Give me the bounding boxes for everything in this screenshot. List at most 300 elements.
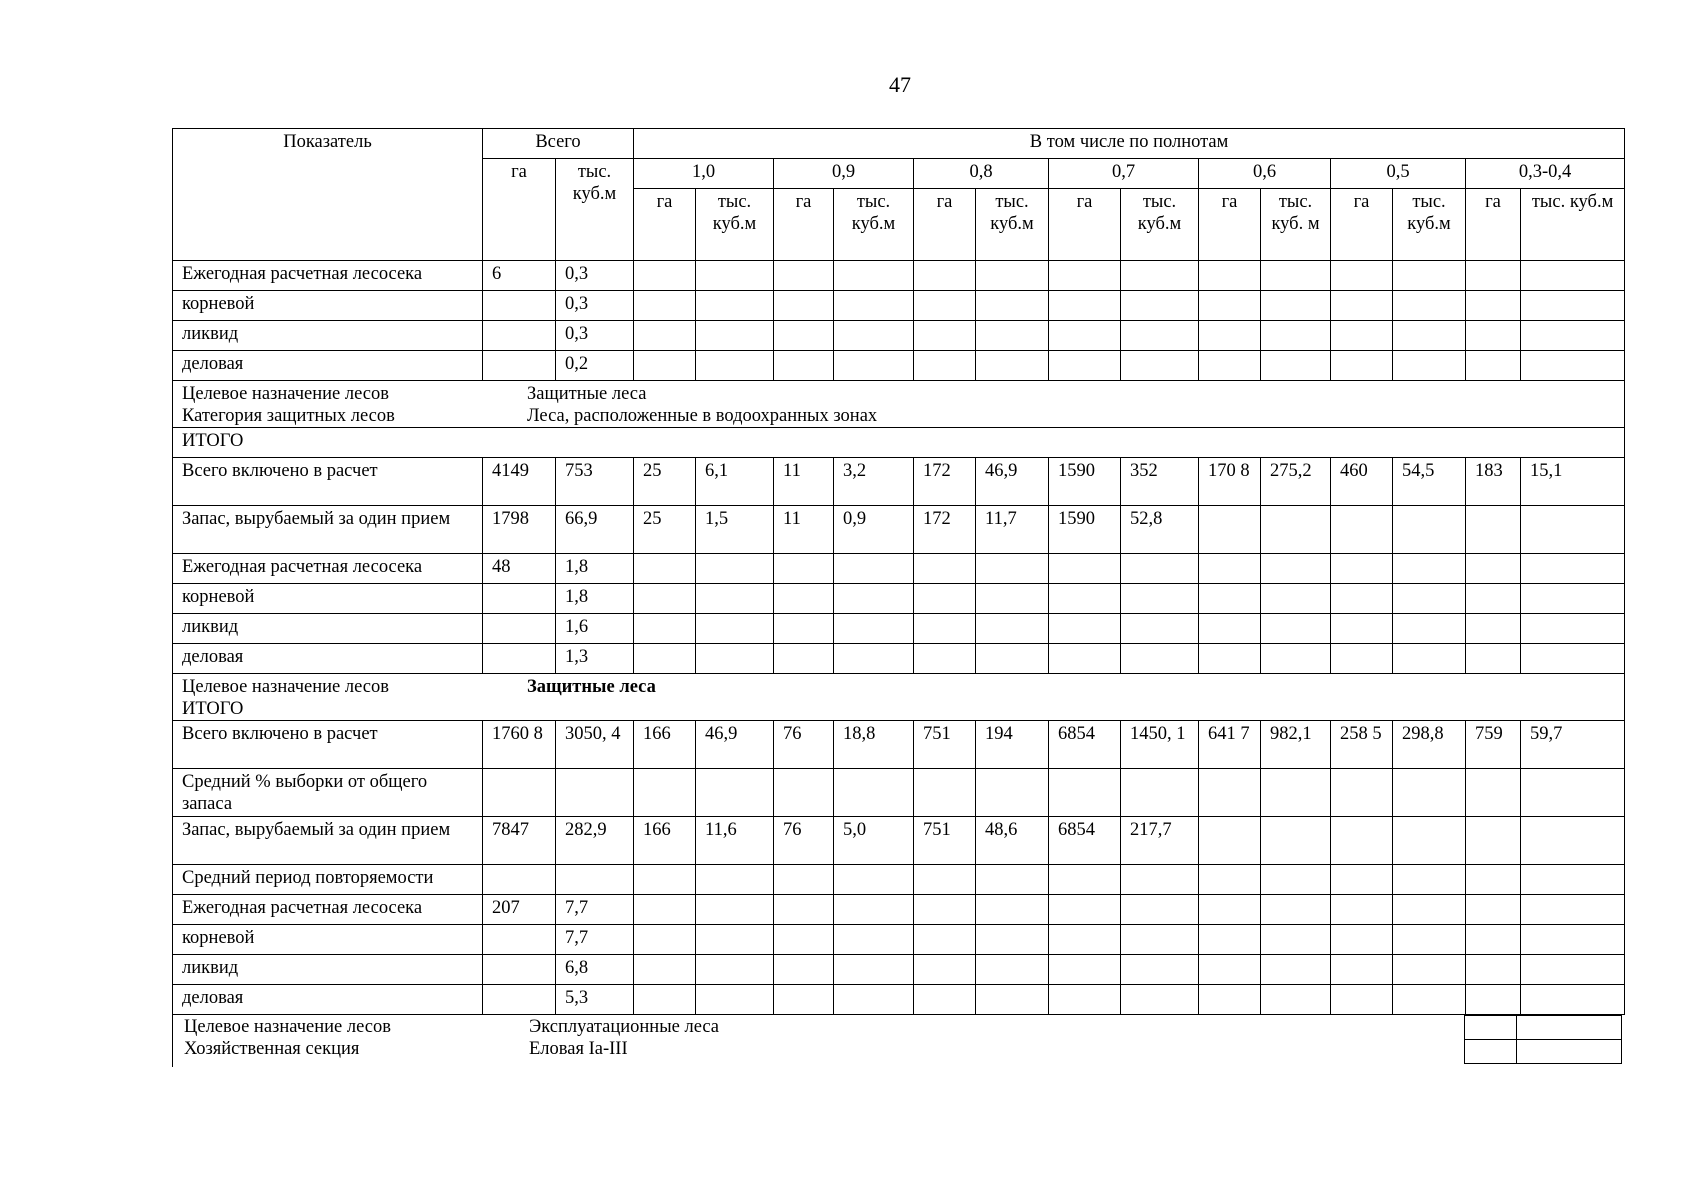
table-cell [914,644,976,674]
table-cell [1261,506,1331,554]
table-cell: 0,3 [556,261,634,291]
table-cell [1331,291,1393,321]
header-indicator: Показатель [173,129,483,261]
section1-header [173,381,1625,428]
table-cell [1521,644,1625,674]
section3-block [184,1016,719,1060]
table-cell [1331,985,1393,1015]
table-cell [696,955,774,985]
header-density-4: 0,6 [1199,159,1331,189]
table-cell [774,584,834,614]
table-cell [696,321,774,351]
table-cell [1121,925,1199,955]
table-cell [1199,261,1261,291]
table-cell [1121,351,1199,381]
table-cell [1393,351,1466,381]
table-cell [696,291,774,321]
table-cell: 11 [774,506,834,554]
row-label: деловая [173,985,483,1015]
row-label: Ежегодная расчетная лесосека [173,895,483,925]
table-cell [774,925,834,955]
table-cell [774,291,834,321]
table-cell [1199,925,1261,955]
table-cell: 298,8 [1393,721,1466,769]
row-label: Ежегодная расчетная лесосека [173,554,483,584]
table-cell [1393,985,1466,1015]
row-label: корневой [173,584,483,614]
table-row [173,955,1625,985]
table-cell [1393,291,1466,321]
table-cell [1331,614,1393,644]
table-cell [914,865,976,895]
table-cell [976,321,1049,351]
table-cell [556,865,634,895]
table-cell [1121,614,1199,644]
table-cell [1049,895,1121,925]
table-cell [1521,895,1625,925]
section-value: Леса, расположенные в водоохранных зонах [527,406,878,426]
section1-total [173,428,1625,458]
table-cell [1331,554,1393,584]
section1-header-cell [173,381,1625,428]
table-cell [1121,261,1199,291]
table-cell [1121,644,1199,674]
table-cell [914,985,976,1015]
table-cell [696,351,774,381]
table-row [173,925,1625,955]
table-cell [834,895,914,925]
table-cell [1049,584,1121,614]
table-cell [1121,584,1199,614]
table-cell: 1,5 [696,506,774,554]
table-cell [634,955,696,985]
table-cell: 172 [914,458,976,506]
table-cell [1466,644,1521,674]
table-cell: 275,2 [1261,458,1331,506]
table-cell: 15,1 [1521,458,1625,506]
table-cell [774,865,834,895]
table-cell [1261,261,1331,291]
table-cell: 6854 [1049,817,1121,865]
empty-cell [1517,1016,1622,1040]
table-row [173,351,1625,381]
table-cell [1049,614,1121,644]
table-cell [1466,291,1521,321]
table-cell [1393,955,1466,985]
table-cell [1199,351,1261,381]
header-density-ha: га [914,189,976,261]
header-by-density: В том числе по полнотам [634,129,1625,159]
table-cell: 172 [914,506,976,554]
table-cell [1121,554,1199,584]
table-row [173,321,1625,351]
table-cell [634,321,696,351]
table-cell [834,351,914,381]
header-total-ha: га [483,159,556,261]
table-cell [1331,321,1393,351]
table-cell: 1590 [1049,458,1121,506]
table-cell [834,321,914,351]
table-cell: 4149 [483,458,556,506]
row-label: Запас, вырубаемый за один прием [173,817,483,865]
table-row [173,506,1625,554]
table-cell [1199,985,1261,1015]
section-label: ИТОГО [182,699,244,719]
table-cell: 7847 [483,817,556,865]
row-label: Всего включено в расчет [173,721,483,769]
table-cell [1466,895,1521,925]
table-cell [1393,865,1466,895]
table-cell: 3050, 4 [556,721,634,769]
table-cell [1049,644,1121,674]
table-cell [1261,644,1331,674]
table-cell [634,865,696,895]
table-cell: 166 [634,721,696,769]
table-cell: 76 [774,721,834,769]
table-cell: 1,6 [556,614,634,644]
header-density-vol: тыс. куб.м [834,189,914,261]
table-cell [976,985,1049,1015]
table-cell [1199,554,1261,584]
table-cell [1521,925,1625,955]
table-cell [834,554,914,584]
table-cell: 5,3 [556,985,634,1015]
table-cell: 0,2 [556,351,634,381]
table-cell: 6854 [1049,721,1121,769]
table-cell: 0,3 [556,321,634,351]
table-cell [1199,614,1261,644]
header-density-vol: тыс. куб.м [696,189,774,261]
table-cell [774,895,834,925]
table-row [173,614,1625,644]
row-label: Средний % выборки от общего запаса [173,769,483,817]
header-density-ha: га [1331,189,1393,261]
table-cell: 46,9 [696,721,774,769]
table-cell [483,321,556,351]
table-cell [1199,506,1261,554]
header-density-ha: га [1199,189,1261,261]
table-cell [1261,925,1331,955]
table-cell [976,955,1049,985]
table-cell [1049,955,1121,985]
table-cell [1199,291,1261,321]
table-cell [483,955,556,985]
table-cell [1261,321,1331,351]
table-cell [1331,955,1393,985]
table-cell [1199,865,1261,895]
header-density-ha: га [1466,189,1521,261]
table-cell: 76 [774,817,834,865]
table-cell [834,769,914,817]
table-cell: 282,9 [556,817,634,865]
table-cell [1521,321,1625,351]
table-cell: 217,7 [1121,817,1199,865]
table-cell [914,955,976,985]
row-label: Ежегодная расчетная лесосека [173,261,483,291]
table-cell [696,895,774,925]
table-cell [1521,817,1625,865]
header-density-ha: га [774,189,834,261]
table-cell [1261,351,1331,381]
table-cell [774,614,834,644]
table-cell [774,769,834,817]
table-cell [696,644,774,674]
header-density-6: 0,3-0,4 [1466,159,1625,189]
row-label: деловая [173,351,483,381]
table-cell [1331,506,1393,554]
table-cell: 1,8 [556,554,634,584]
table-left-border-tail [172,1015,173,1067]
table-cell [1331,769,1393,817]
table-cell [1521,584,1625,614]
row-label: Запас, вырубаемый за один прием [173,506,483,554]
table-cell: 11,6 [696,817,774,865]
table-cell [1049,985,1121,1015]
table-cell: 59,7 [1521,721,1625,769]
table-cell [483,614,556,644]
table-cell [1393,614,1466,644]
table-cell [774,644,834,674]
row-label: корневой [173,925,483,955]
header-density-3: 0,7 [1049,159,1199,189]
table-row [173,644,1625,674]
table-cell [976,261,1049,291]
table-cell: 641 7 [1199,721,1261,769]
table-cell [1199,817,1261,865]
table-cell [914,584,976,614]
table-cell [483,644,556,674]
table-cell [834,644,914,674]
table-cell [774,985,834,1015]
table-cell: 48 [483,554,556,584]
header-density-0: 1,0 [634,159,774,189]
table-cell: 1760 8 [483,721,556,769]
table-cell [696,985,774,1015]
table-cell [1121,955,1199,985]
table-cell [1393,506,1466,554]
table-cell: 3,2 [834,458,914,506]
table-cell: 1450, 1 [1121,721,1199,769]
table-cell [976,895,1049,925]
table-cell [914,614,976,644]
table-cell [976,584,1049,614]
table-cell [1466,506,1521,554]
table-cell: 48,6 [976,817,1049,865]
table-cell [1331,865,1393,895]
table-cell [1331,644,1393,674]
table-cell [1199,769,1261,817]
table-cell [1121,895,1199,925]
table-cell [1521,614,1625,644]
table-cell [1049,769,1121,817]
table-cell [976,644,1049,674]
header-density-vol: тыс. куб.м [1121,189,1199,261]
table-cell [1121,769,1199,817]
table-cell [1121,321,1199,351]
table-cell [1393,584,1466,614]
table-cell: 258 5 [1331,721,1393,769]
table-cell [1331,925,1393,955]
table-row [173,985,1625,1015]
table-cell: 759 [1466,721,1521,769]
table-cell [1393,644,1466,674]
section3-purpose-label: Целевое назначение лесов [184,1017,391,1037]
table-cell: 46,9 [976,458,1049,506]
header-density-vol: тыс. куб.м [1393,189,1466,261]
header-density-1: 0,9 [774,159,914,189]
table-cell: 18,8 [834,721,914,769]
table-row [173,721,1625,769]
table-cell [1049,321,1121,351]
table-cell [1466,955,1521,985]
table-cell [634,614,696,644]
table-cell: 7,7 [556,895,634,925]
table-cell [834,291,914,321]
table-cell [1049,925,1121,955]
table-cell: 11,7 [976,506,1049,554]
table-cell [1049,261,1121,291]
table-cell [834,261,914,291]
table-cell [1261,291,1331,321]
table-cell [1521,351,1625,381]
section-label: Целевое назначение лесов [182,677,389,697]
table-cell [914,925,976,955]
table-cell: 170 8 [1199,458,1261,506]
section3-purpose-value: Эксплуатационные леса [529,1017,720,1037]
table-cell [696,261,774,291]
table-cell [634,985,696,1015]
table-cell: 6 [483,261,556,291]
table-cell [696,769,774,817]
table-cell [483,291,556,321]
table-cell [976,925,1049,955]
table-cell [914,321,976,351]
table-cell [1331,261,1393,291]
table-cell [696,614,774,644]
table-cell [1466,321,1521,351]
table-cell [834,955,914,985]
table-cell [1049,554,1121,584]
table-cell [976,614,1049,644]
row-label: Средний период повторяемости [173,865,483,895]
table-cell [1466,554,1521,584]
header-density-vol: тыс. куб.м [976,189,1049,261]
table-cell [1261,554,1331,584]
table-cell [914,554,976,584]
table-cell: 6,8 [556,955,634,985]
table-cell: 54,5 [1393,458,1466,506]
table-cell [1466,769,1521,817]
table-cell: 352 [1121,458,1199,506]
table-cell [1393,895,1466,925]
table-cell [1261,985,1331,1015]
section2-header-cell [173,674,1625,721]
table-cell [1331,351,1393,381]
table-cell [834,614,914,644]
table-cell [1466,925,1521,955]
section3-empty-cells [1464,1015,1622,1064]
table-cell: 183 [1466,458,1521,506]
table-cell: 66,9 [556,506,634,554]
table-cell [1261,865,1331,895]
table-cell [1521,554,1625,584]
table-cell [1466,351,1521,381]
table-cell: 751 [914,817,976,865]
table-cell [1261,955,1331,985]
table-row [173,261,1625,291]
table-cell: 25 [634,458,696,506]
table-cell [976,351,1049,381]
header-density-vol: тыс. куб. м [1261,189,1331,261]
table-cell [1393,925,1466,955]
row-label: ликвид [173,614,483,644]
table-cell [1466,261,1521,291]
row-label: деловая [173,644,483,674]
table-cell [1466,584,1521,614]
table-cell [634,584,696,614]
table-cell [634,554,696,584]
table-cell [634,261,696,291]
table-cell [634,925,696,955]
table-row [173,817,1625,865]
table-cell [1521,261,1625,291]
table-cell [483,769,556,817]
table-cell [1521,506,1625,554]
table-cell [774,554,834,584]
header-total-vol: тыс. куб.м [556,159,634,261]
section1-total-cell [173,428,1625,458]
header-density-ha: га [634,189,696,261]
table-cell [1521,769,1625,817]
section3-section-value: Еловая Ia-III [529,1039,628,1059]
table-cell: 7,7 [556,925,634,955]
table-cell [1261,769,1331,817]
table-cell [834,584,914,614]
table-cell [634,644,696,674]
table-cell [1466,817,1521,865]
table-cell [483,925,556,955]
table-cell [914,769,976,817]
table-cell [774,321,834,351]
table-cell [1521,865,1625,895]
table-cell [556,769,634,817]
table-cell: 5,0 [834,817,914,865]
table-cell: 751 [914,721,976,769]
table-cell [774,955,834,985]
table-cell [1393,769,1466,817]
table-cell: 1590 [1049,506,1121,554]
table-cell: 753 [556,458,634,506]
table-cell [483,584,556,614]
table-cell [1393,321,1466,351]
forest-harvest-table [172,128,1625,1015]
section-label: Целевое назначение лесов [182,384,389,404]
table-row [173,458,1625,506]
table-cell [1199,321,1261,351]
table-cell [914,895,976,925]
table-cell [696,925,774,955]
table-cell [483,865,556,895]
table-cell: 25 [634,506,696,554]
row-label: ликвид [173,321,483,351]
table-cell [1393,554,1466,584]
empty-cell [1517,1040,1622,1064]
table-cell [1199,644,1261,674]
table-cell [914,291,976,321]
table-cell [1466,985,1521,1015]
table-cell [483,985,556,1015]
table-cell [976,769,1049,817]
